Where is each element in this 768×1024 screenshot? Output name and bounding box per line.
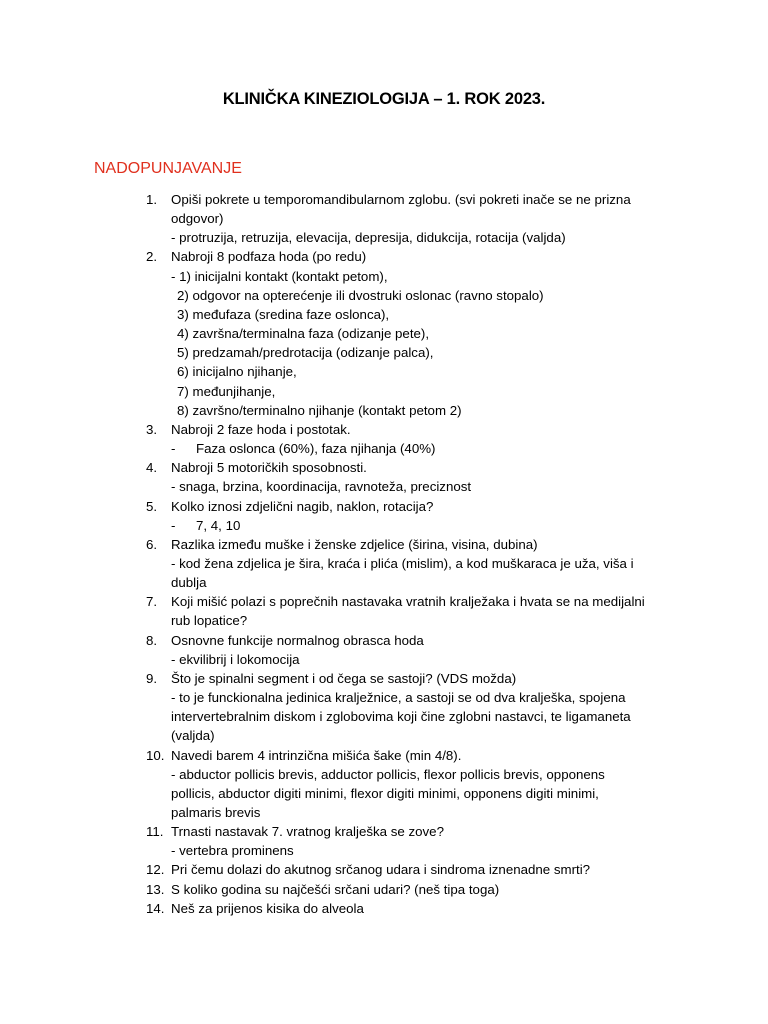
list-item xyxy=(146,822,686,860)
section-heading: NADOPUNJAVANJE xyxy=(94,160,242,177)
answer-text: - protruzija, retruzija, elevacija, depresija, didukcija, rotacija (valjda) xyxy=(171,230,566,246)
answer-text: Faza oslonca (60%), faza njihanja (40%) xyxy=(196,441,436,457)
item-number: 8. xyxy=(146,632,158,648)
question-text: S koliko godina su najčešći srčani udari? (neš tipa toga) xyxy=(171,881,500,897)
answer-text: 4) završna/terminalna faza (odizanje pete), xyxy=(177,326,430,342)
answer-text: 8) završno/terminalno njihanje (kontakt petom 2) xyxy=(177,402,462,418)
answer-text: - abductor pollicis brevis, adductor pollicis, flexor pollicis brevis, opponens xyxy=(171,766,605,782)
question-text: Razlika između muške i ženske zdjelice (širina, visina, dubina) xyxy=(171,536,538,552)
answer-text: - kod žena zdjelica je šira, kraća i plića (mislim), a kod muškaraca je uža, viša i xyxy=(171,555,634,571)
list-item xyxy=(146,631,686,669)
answer-text: 7, 4, 10 xyxy=(196,517,241,533)
item-number: 5. xyxy=(146,498,158,514)
answer-text: pollicis, abductor digiti minimi, flexor digiti minimi, opponens digiti minimi, xyxy=(171,785,599,801)
answer-text: 3) međufaza (sredina faze oslonca), xyxy=(177,306,390,322)
list-item xyxy=(146,860,686,879)
list-item xyxy=(146,247,686,419)
question-text: Nabroji 8 podfaza hoda (po redu) xyxy=(171,249,367,265)
answer-text: - 1) inicijalni kontakt (kontakt petom), xyxy=(171,268,388,284)
answer-text: 6) inicijalno njihanje, xyxy=(177,364,297,380)
item-number: 11. xyxy=(146,824,164,840)
answer-dash: - xyxy=(171,517,176,533)
question-text: Opiši pokrete u temporomandibularnom zglobu. (svi pokreti inače se ne prizna xyxy=(171,192,631,207)
list-item xyxy=(146,497,686,535)
item-number: 2. xyxy=(146,249,158,265)
item-number: 12. xyxy=(146,862,165,878)
list-item xyxy=(146,535,686,592)
question-text: Koji mišić polazi s poprečnih nastavaka vratnih kralježaka i hvata se na medijalni xyxy=(171,594,645,610)
answer-dash: - xyxy=(171,441,176,457)
question-text: Pri čemu dolazi do akutnog srčanog udara i sindroma iznenadne smrti? xyxy=(171,862,591,878)
list-item xyxy=(146,899,686,918)
list-item xyxy=(146,458,686,496)
answer-text: - snaga, brzina, koordinacija, ravnoteža, preciznost xyxy=(171,479,472,495)
item-number: 6. xyxy=(146,536,158,552)
question-text: Neš za prijenos kisika do alveola xyxy=(171,900,364,916)
question-text: Navedi barem 4 intrinzična mišića šake (min 4/8). xyxy=(171,747,462,763)
answer-text: dublja xyxy=(171,575,207,591)
answer-text: 2) odgovor na opterećenje ili dvostruki oslonac (ravno stopalo) xyxy=(177,287,544,303)
list-item xyxy=(146,880,686,899)
item-number: 10. xyxy=(146,747,165,763)
question-text: rub lopatice? xyxy=(171,613,248,629)
page-title: KLINIČKA KINEZIOLOGIJA – 1. ROK 2023. xyxy=(222,90,546,108)
answer-text: 5) predzamah/predrotacija (odizanje palca), xyxy=(177,345,434,361)
answer-text: intervertebralnim diskom i zglobovima koji čine zglobni nastavci, te ligamaneta xyxy=(171,709,631,725)
list-item xyxy=(146,669,686,746)
item-number: 9. xyxy=(146,670,158,686)
list-item xyxy=(146,190,686,247)
question-text: Nabroji 2 faze hoda i postotak. xyxy=(171,421,351,437)
item-number: 7. xyxy=(146,594,158,610)
item-number: 1. xyxy=(146,192,158,207)
answer-text: - ekvilibrij i lokomocija xyxy=(171,651,300,667)
item-number: 13. xyxy=(146,881,165,897)
list-item xyxy=(146,746,686,823)
question-text: Kolko iznosi zdjelični nagib, naklon, rotacija? xyxy=(171,498,434,514)
answer-text: (valjda) xyxy=(171,728,215,744)
answer-text: 7) međunjihanje, xyxy=(177,383,276,399)
item-number: 3. xyxy=(146,421,158,437)
answer-text: - vertebra prominens xyxy=(171,843,294,859)
list-item xyxy=(146,420,686,458)
list-item xyxy=(146,592,686,630)
question-text: odgovor) xyxy=(171,211,224,227)
question-list xyxy=(146,190,686,918)
question-text: Što je spinalni segment i od čega se sastoji? (VDS možda) xyxy=(171,670,517,686)
question-text: Trnasti nastavak 7. vratnog kralješka se zove? xyxy=(171,824,444,840)
answer-text: - to je funckionalna jedinica kralježnice, a sastoji se od dva kralješka, spojena xyxy=(171,690,626,706)
item-number: 4. xyxy=(146,460,158,476)
answer-text: palmaris brevis xyxy=(171,805,261,820)
question-text: Nabroji 5 motoričkih sposobnosti. xyxy=(171,460,367,476)
question-text: Osnovne funkcije normalnog obrasca hoda xyxy=(171,632,424,648)
item-number: 14. xyxy=(146,900,165,916)
